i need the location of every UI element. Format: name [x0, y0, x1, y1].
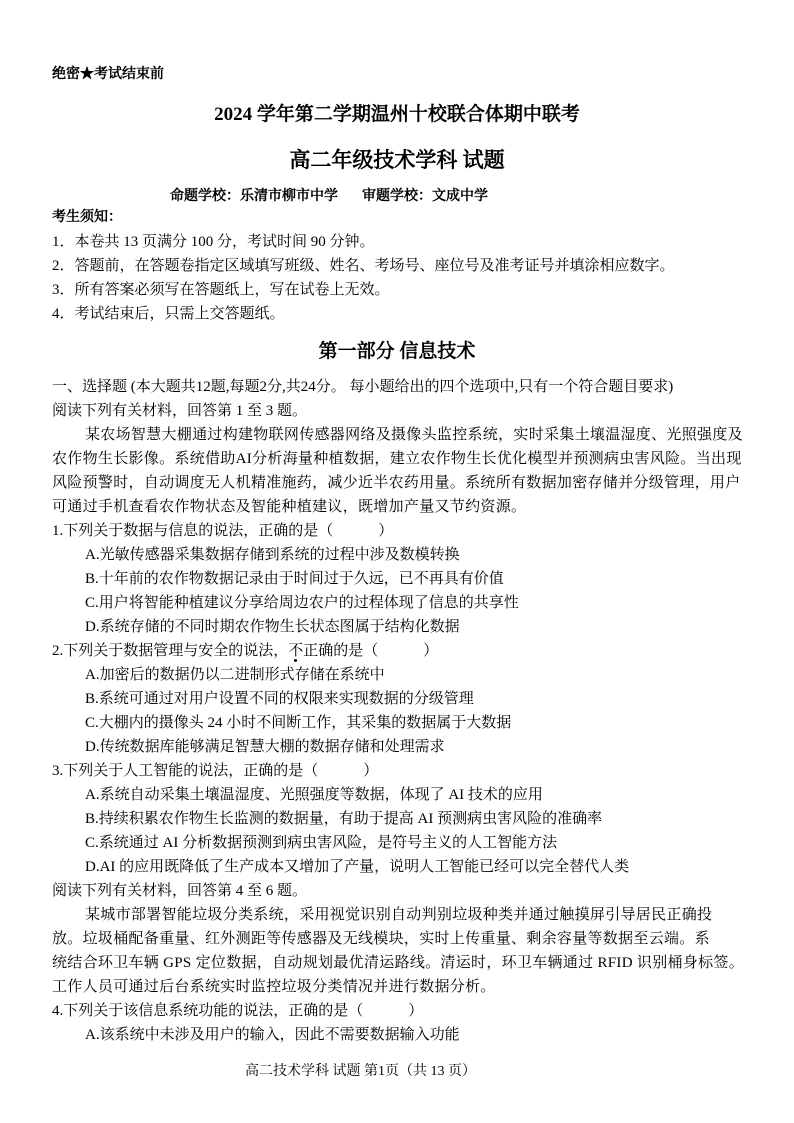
question-option: D.传统数据库能够满足智慧大棚的数据存储和处理需求: [85, 739, 445, 755]
question-option: A.加密后的数据仍以二进制形式存储在系统中: [85, 667, 385, 683]
question-option: B.十年前的农作物数据记录由于时间过于久远，已不再具有价值: [85, 571, 504, 587]
notice-heading: 考生须知：: [52, 210, 122, 225]
setter-school: 命题学校：乐清市柳市中学: [170, 189, 338, 204]
question-stem: [52, 639, 744, 663]
question-option: A.光敏传感器采集数据存储到系统的过程中涉及数模转换: [85, 547, 460, 563]
material-paragraph-line: 统结合环卫车辆 GPS 定位数据，自动规划最优清运路线。清运时，环卫车辆通过 RFID 识别桶身标签。: [52, 955, 744, 971]
question-stem: 1.下列关于数据与信息的说法，正确的是（ ）: [52, 523, 394, 539]
question-stem-emphasis: 不: [288, 643, 304, 659]
question-option: B.持续积累农作物生长监测的数据量，有助于提高 AI 预测病虫害风险的准确率: [85, 811, 603, 827]
section-heading: 一、选择题 (本大题共12题,每题2分,共24分。 每小题给出的四个选项中,只有一个符合题目要求): [52, 379, 674, 395]
material-intro: 阅读下列有关材料，回答第 1 至 3 题。: [52, 403, 308, 419]
question-section: [52, 375, 744, 1047]
question-option: D.AI 的应用既降低了生产成本又增加了产量，说明人工智能已经可以完全替代人类: [85, 859, 630, 875]
question-option: C.系统通过 AI 分析数据预测到病虫害风险，是符号主义的人工智能方法: [85, 835, 558, 851]
question-stem-post: 正确的是（ ）: [303, 643, 439, 659]
material-paragraph-line: 放。垃圾桶配备重量、红外测距等传感器及无线模块，实时上传重量、剩余容量等数据至云端。系: [52, 931, 710, 947]
question-stem-pre: 2.下列关于数据管理与安全的说法，: [52, 643, 289, 659]
material-intro: 阅读下列有关材料，回答第 4 至 6 题。: [52, 883, 308, 899]
page-footer: 高二技术学科 试题 第1页（共 13 页）: [245, 1064, 476, 1079]
material-paragraph-line: 农作物生长影像。系统借助AI分析海量种植数据，建立农作物生长优化模型并预测病虫害风险。当出现: [52, 451, 742, 467]
exam-notice: [52, 206, 675, 326]
part-one-title: 第一部分 信息技术: [318, 341, 476, 362]
question-stem: 4.下列关于该信息系统功能的说法，正确的是（ ）: [52, 1003, 424, 1019]
question-option: B.系统可通过对用户设置不同的权限来实现数据的分级管理: [85, 691, 474, 707]
material-paragraph-line: 风险预警时，自动调度无人机精准施药，减少近半农药用量。系统所有数据加密存储并分级管理，用户: [52, 475, 741, 491]
reviewer-school: 审题学校：文成中学: [362, 189, 488, 204]
exam-title: 2024 学年第二学期温州十校联合体期中联考: [214, 104, 580, 125]
question-option: A.该系统中未涉及用户的输入，因此不需要数据输入功能: [85, 1027, 460, 1043]
exam-subtitle: 高二年级技术学科 试题: [289, 148, 505, 172]
notice-item: 1．本卷共 13 页满分 100 分，考试时间 90 分钟。: [52, 234, 375, 250]
notice-item: 4．考试结束后，只需上交答题纸。: [52, 306, 285, 322]
question-option: A.系统自动采集土壤温湿度、光照强度等数据，体现了 AI 技术的应用: [85, 787, 543, 803]
question-option: C.用户将智能种植建议分享给周边农户的过程体现了信息的共享性: [85, 595, 519, 611]
material-paragraph-line: 可通过手机查看农作物状态及智能种植建议，既增加产量又节约资源。: [52, 499, 527, 515]
material-paragraph-line: 某城市部署智能垃圾分类系统，采用视觉识别自动判别垃圾种类并通过触摸屏引导居民正确投: [85, 907, 713, 923]
question-stem: 3.下列关于人工智能的说法，正确的是（ ）: [52, 763, 379, 779]
notice-item: 3．所有答案必须写在答题纸上，写在试卷上无效。: [52, 282, 390, 298]
material-paragraph-line: 某农场智慧大棚通过构建物联网传感器网络及摄像头监控系统，实时采集土壤温湿度、光照强度及: [85, 427, 743, 443]
question-option: C.大棚内的摄像头 24 小时不间断工作，其采集的数据属于大数据: [85, 715, 512, 731]
notice-item: 2．答题前，在答题卷指定区域填写班级、姓名、考场号、座位号及准考证号并填涂相应数字。: [52, 258, 675, 274]
question-option: D.系统存储的不同时期农作物生长状态图属于结构化数据: [85, 619, 460, 635]
material-paragraph-line: 工作人员可通过后台系统实时监控垃圾分类情况并进行数据分析。: [52, 979, 496, 995]
confidential-label: 绝密★考试结束前: [52, 67, 164, 82]
